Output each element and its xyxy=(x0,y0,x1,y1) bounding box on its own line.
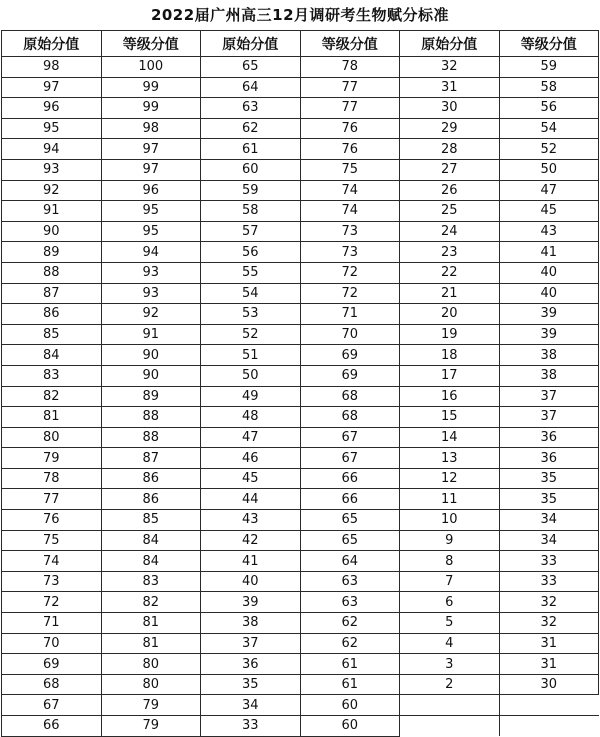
raw-score-cell: 85 xyxy=(2,324,102,345)
grade-score-cell: 80 xyxy=(101,654,201,675)
grade-score-cell: 41 xyxy=(499,242,599,263)
grade-score-cell: 82 xyxy=(101,592,201,613)
table-row xyxy=(2,427,599,448)
grade-score-cell: 33 xyxy=(499,571,599,592)
raw-score-cell: 14 xyxy=(400,427,500,448)
header-raw-score-1: 原始分值 xyxy=(2,31,102,57)
score-table xyxy=(1,30,599,737)
grade-score-cell: 33 xyxy=(499,551,599,572)
grade-score-cell: 81 xyxy=(101,613,201,634)
raw-score-cell: 95 xyxy=(2,118,102,139)
grade-score-cell: 72 xyxy=(300,262,400,283)
raw-score-cell: 63 xyxy=(201,98,301,119)
raw-score-cell: 75 xyxy=(2,530,102,551)
table-row xyxy=(2,489,599,510)
grade-score-cell xyxy=(499,695,599,716)
raw-score-cell xyxy=(400,695,500,716)
header-grade-score-3: 等级分值 xyxy=(499,31,599,57)
grade-score-cell: 40 xyxy=(499,283,599,304)
grade-score-cell: 58 xyxy=(499,77,599,98)
grade-score-cell: 37 xyxy=(499,407,599,428)
table-body xyxy=(2,57,599,737)
raw-score-cell: 51 xyxy=(201,345,301,366)
raw-score-cell: 40 xyxy=(201,571,301,592)
raw-score-cell: 13 xyxy=(400,448,500,469)
raw-score-cell: 26 xyxy=(400,180,500,201)
raw-score-cell: 78 xyxy=(2,468,102,489)
raw-score-cell: 39 xyxy=(201,592,301,613)
grade-score-cell: 35 xyxy=(499,468,599,489)
raw-score-cell: 64 xyxy=(201,77,301,98)
table-row xyxy=(2,551,599,572)
raw-score-cell: 29 xyxy=(400,118,500,139)
raw-score-cell: 34 xyxy=(201,695,301,716)
grade-score-cell: 97 xyxy=(101,159,201,180)
header-grade-score-1: 等级分值 xyxy=(101,31,201,57)
raw-score-cell: 45 xyxy=(201,468,301,489)
header-raw-score-3: 原始分值 xyxy=(400,31,500,57)
raw-score-cell: 24 xyxy=(400,221,500,242)
header-grade-score-2: 等级分值 xyxy=(300,31,400,57)
grade-score-cell: 63 xyxy=(300,592,400,613)
grade-score-cell: 70 xyxy=(300,324,400,345)
raw-score-cell: 55 xyxy=(201,262,301,283)
grade-score-cell: 91 xyxy=(101,324,201,345)
grade-score-cell: 74 xyxy=(300,180,400,201)
grade-score-cell: 32 xyxy=(499,613,599,634)
table-row xyxy=(2,304,599,325)
raw-score-cell: 6 xyxy=(400,592,500,613)
raw-score-cell: 91 xyxy=(2,201,102,222)
table-row xyxy=(2,510,599,531)
page-title: 2022届广州高三12月调研考生物赋分标准 xyxy=(150,6,450,24)
raw-score-cell: 94 xyxy=(2,139,102,160)
grade-score-cell: 31 xyxy=(499,654,599,675)
table-row xyxy=(2,530,599,551)
grade-score-cell: 76 xyxy=(300,139,400,160)
table-row xyxy=(2,262,599,283)
raw-score-cell: 87 xyxy=(2,283,102,304)
grade-score-cell: 61 xyxy=(300,674,400,695)
raw-score-cell: 15 xyxy=(400,407,500,428)
table-row xyxy=(2,633,599,654)
grade-score-cell: 62 xyxy=(300,613,400,634)
raw-score-cell: 11 xyxy=(400,489,500,510)
raw-score-cell: 47 xyxy=(201,427,301,448)
raw-score-cell: 30 xyxy=(400,98,500,119)
grade-score-cell: 60 xyxy=(300,695,400,716)
raw-score-cell: 46 xyxy=(201,448,301,469)
table-row xyxy=(2,407,599,428)
raw-score-cell: 70 xyxy=(2,633,102,654)
grade-score-cell: 31 xyxy=(499,633,599,654)
grade-score-cell: 80 xyxy=(101,674,201,695)
grade-score-cell: 83 xyxy=(101,571,201,592)
grade-score-cell: 71 xyxy=(300,304,400,325)
grade-score-cell: 95 xyxy=(101,201,201,222)
raw-score-cell: 96 xyxy=(2,98,102,119)
grade-score-cell: 94 xyxy=(101,242,201,263)
table-row xyxy=(2,242,599,263)
raw-score-cell: 71 xyxy=(2,613,102,634)
grade-score-cell: 47 xyxy=(499,180,599,201)
raw-score-cell xyxy=(400,716,500,737)
raw-score-cell: 37 xyxy=(201,633,301,654)
grade-score-cell: 84 xyxy=(101,551,201,572)
grade-score-cell: 34 xyxy=(499,510,599,531)
grade-score-cell: 78 xyxy=(300,57,400,78)
table-row xyxy=(2,695,599,716)
raw-score-cell: 92 xyxy=(2,180,102,201)
grade-score-cell: 87 xyxy=(101,448,201,469)
raw-score-cell: 68 xyxy=(2,674,102,695)
grade-score-cell: 93 xyxy=(101,283,201,304)
grade-score-cell: 84 xyxy=(101,530,201,551)
table-row xyxy=(2,118,599,139)
grade-score-cell: 39 xyxy=(499,304,599,325)
grade-score-cell: 66 xyxy=(300,468,400,489)
grade-score-cell: 88 xyxy=(101,407,201,428)
raw-score-cell: 25 xyxy=(400,201,500,222)
raw-score-cell: 76 xyxy=(2,510,102,531)
grade-score-cell: 59 xyxy=(499,57,599,78)
raw-score-cell: 35 xyxy=(201,674,301,695)
table-row xyxy=(2,365,599,386)
table-row xyxy=(2,139,599,160)
grade-score-cell: 69 xyxy=(300,365,400,386)
grade-score-cell: 99 xyxy=(101,77,201,98)
grade-score-cell: 73 xyxy=(300,221,400,242)
grade-score-cell: 68 xyxy=(300,407,400,428)
grade-score-cell: 63 xyxy=(300,571,400,592)
raw-score-cell: 38 xyxy=(201,613,301,634)
raw-score-cell: 74 xyxy=(2,551,102,572)
grade-score-cell: 97 xyxy=(101,139,201,160)
grade-score-cell: 77 xyxy=(300,77,400,98)
grade-score-cell: 88 xyxy=(101,427,201,448)
raw-score-cell: 36 xyxy=(201,654,301,675)
table-row xyxy=(2,448,599,469)
grade-score-cell: 35 xyxy=(499,489,599,510)
grade-score-cell: 77 xyxy=(300,98,400,119)
raw-score-cell: 65 xyxy=(201,57,301,78)
grade-score-cell: 98 xyxy=(101,118,201,139)
raw-score-cell: 32 xyxy=(400,57,500,78)
grade-score-cell: 54 xyxy=(499,118,599,139)
grade-score-cell: 50 xyxy=(499,159,599,180)
grade-score-cell: 79 xyxy=(101,695,201,716)
grade-score-cell: 74 xyxy=(300,201,400,222)
raw-score-cell: 8 xyxy=(400,551,500,572)
grade-score-cell xyxy=(499,716,599,737)
grade-score-cell: 99 xyxy=(101,98,201,119)
table-row xyxy=(2,613,599,634)
table-row xyxy=(2,345,599,366)
raw-score-cell: 98 xyxy=(2,57,102,78)
raw-score-cell: 22 xyxy=(400,262,500,283)
table-row xyxy=(2,674,599,695)
grade-score-cell: 62 xyxy=(300,633,400,654)
raw-score-cell: 9 xyxy=(400,530,500,551)
raw-score-cell: 17 xyxy=(400,365,500,386)
table-row xyxy=(2,283,599,304)
raw-score-cell: 48 xyxy=(201,407,301,428)
grade-score-cell: 90 xyxy=(101,345,201,366)
table-row xyxy=(2,77,599,98)
raw-score-cell: 23 xyxy=(400,242,500,263)
grade-score-cell: 100 xyxy=(101,57,201,78)
raw-score-cell: 19 xyxy=(400,324,500,345)
grade-score-cell: 38 xyxy=(499,365,599,386)
raw-score-cell: 44 xyxy=(201,489,301,510)
grade-score-cell: 93 xyxy=(101,262,201,283)
raw-score-cell: 16 xyxy=(400,386,500,407)
grade-score-cell: 39 xyxy=(499,324,599,345)
raw-score-cell: 7 xyxy=(400,571,500,592)
grade-score-cell: 36 xyxy=(499,427,599,448)
grade-score-cell: 81 xyxy=(101,633,201,654)
grade-score-cell: 34 xyxy=(499,530,599,551)
raw-score-cell: 2 xyxy=(400,674,500,695)
raw-score-cell: 60 xyxy=(201,159,301,180)
raw-score-cell: 66 xyxy=(2,716,102,737)
raw-score-cell: 21 xyxy=(400,283,500,304)
header-raw-score-2: 原始分值 xyxy=(201,31,301,57)
grade-score-cell: 92 xyxy=(101,304,201,325)
raw-score-cell: 58 xyxy=(201,201,301,222)
grade-score-cell: 32 xyxy=(499,592,599,613)
raw-score-cell: 41 xyxy=(201,551,301,572)
table-row xyxy=(2,592,599,613)
raw-score-cell: 90 xyxy=(2,221,102,242)
raw-score-cell: 33 xyxy=(201,716,301,737)
grade-score-cell: 52 xyxy=(499,139,599,160)
raw-score-cell: 54 xyxy=(201,283,301,304)
grade-score-cell: 72 xyxy=(300,283,400,304)
raw-score-cell: 42 xyxy=(201,530,301,551)
grade-score-cell: 67 xyxy=(300,427,400,448)
grade-score-cell: 30 xyxy=(499,674,599,695)
grade-score-cell: 65 xyxy=(300,530,400,551)
table-row xyxy=(2,571,599,592)
raw-score-cell: 18 xyxy=(400,345,500,366)
grade-score-cell: 90 xyxy=(101,365,201,386)
raw-score-cell: 10 xyxy=(400,510,500,531)
table-row xyxy=(2,386,599,407)
raw-score-cell: 77 xyxy=(2,489,102,510)
grade-score-cell: 95 xyxy=(101,221,201,242)
raw-score-cell: 97 xyxy=(2,77,102,98)
grade-score-cell: 38 xyxy=(499,345,599,366)
grade-score-cell: 86 xyxy=(101,468,201,489)
grade-score-cell: 69 xyxy=(300,345,400,366)
header-row xyxy=(2,31,599,57)
raw-score-cell: 4 xyxy=(400,633,500,654)
grade-score-cell: 76 xyxy=(300,118,400,139)
raw-score-cell: 49 xyxy=(201,386,301,407)
raw-score-cell: 80 xyxy=(2,427,102,448)
table-row xyxy=(2,98,599,119)
grade-score-cell: 89 xyxy=(101,386,201,407)
raw-score-cell: 3 xyxy=(400,654,500,675)
grade-score-cell: 60 xyxy=(300,716,400,737)
grade-score-cell: 36 xyxy=(499,448,599,469)
grade-score-cell: 64 xyxy=(300,551,400,572)
grade-score-cell: 61 xyxy=(300,654,400,675)
grade-score-cell: 45 xyxy=(499,201,599,222)
grade-score-cell: 68 xyxy=(300,386,400,407)
raw-score-cell: 57 xyxy=(201,221,301,242)
raw-score-cell: 82 xyxy=(2,386,102,407)
table-row xyxy=(2,468,599,489)
raw-score-cell: 69 xyxy=(2,654,102,675)
raw-score-cell: 84 xyxy=(2,345,102,366)
grade-score-cell: 40 xyxy=(499,262,599,283)
grade-score-cell: 96 xyxy=(101,180,201,201)
raw-score-cell: 52 xyxy=(201,324,301,345)
table-row xyxy=(2,159,599,180)
raw-score-cell: 28 xyxy=(400,139,500,160)
raw-score-cell: 86 xyxy=(2,304,102,325)
table-row xyxy=(2,324,599,345)
raw-score-cell: 59 xyxy=(201,180,301,201)
table-row xyxy=(2,201,599,222)
raw-score-cell: 81 xyxy=(2,407,102,428)
table-row xyxy=(2,221,599,242)
raw-score-cell: 50 xyxy=(201,365,301,386)
raw-score-cell: 72 xyxy=(2,592,102,613)
raw-score-cell: 43 xyxy=(201,510,301,531)
raw-score-cell: 27 xyxy=(400,159,500,180)
raw-score-cell: 73 xyxy=(2,571,102,592)
grade-score-cell: 37 xyxy=(499,386,599,407)
grade-score-cell: 65 xyxy=(300,510,400,531)
raw-score-cell: 56 xyxy=(201,242,301,263)
grade-score-cell: 85 xyxy=(101,510,201,531)
raw-score-cell: 79 xyxy=(2,448,102,469)
grade-score-cell: 43 xyxy=(499,221,599,242)
raw-score-cell: 61 xyxy=(201,139,301,160)
raw-score-cell: 31 xyxy=(400,77,500,98)
raw-score-cell: 12 xyxy=(400,468,500,489)
grade-score-cell: 66 xyxy=(300,489,400,510)
grade-score-cell: 73 xyxy=(300,242,400,263)
grade-score-cell: 86 xyxy=(101,489,201,510)
raw-score-cell: 53 xyxy=(201,304,301,325)
raw-score-cell: 67 xyxy=(2,695,102,716)
raw-score-cell: 5 xyxy=(400,613,500,634)
raw-score-cell: 20 xyxy=(400,304,500,325)
table-row xyxy=(2,654,599,675)
table-row xyxy=(2,716,599,737)
raw-score-cell: 88 xyxy=(2,262,102,283)
grade-score-cell: 75 xyxy=(300,159,400,180)
raw-score-cell: 89 xyxy=(2,242,102,263)
grade-score-cell: 56 xyxy=(499,98,599,119)
grade-score-cell: 67 xyxy=(300,448,400,469)
table-row xyxy=(2,180,599,201)
grade-score-cell: 79 xyxy=(101,716,201,737)
raw-score-cell: 93 xyxy=(2,159,102,180)
raw-score-cell: 62 xyxy=(201,118,301,139)
raw-score-cell: 83 xyxy=(2,365,102,386)
table-row xyxy=(2,57,599,78)
